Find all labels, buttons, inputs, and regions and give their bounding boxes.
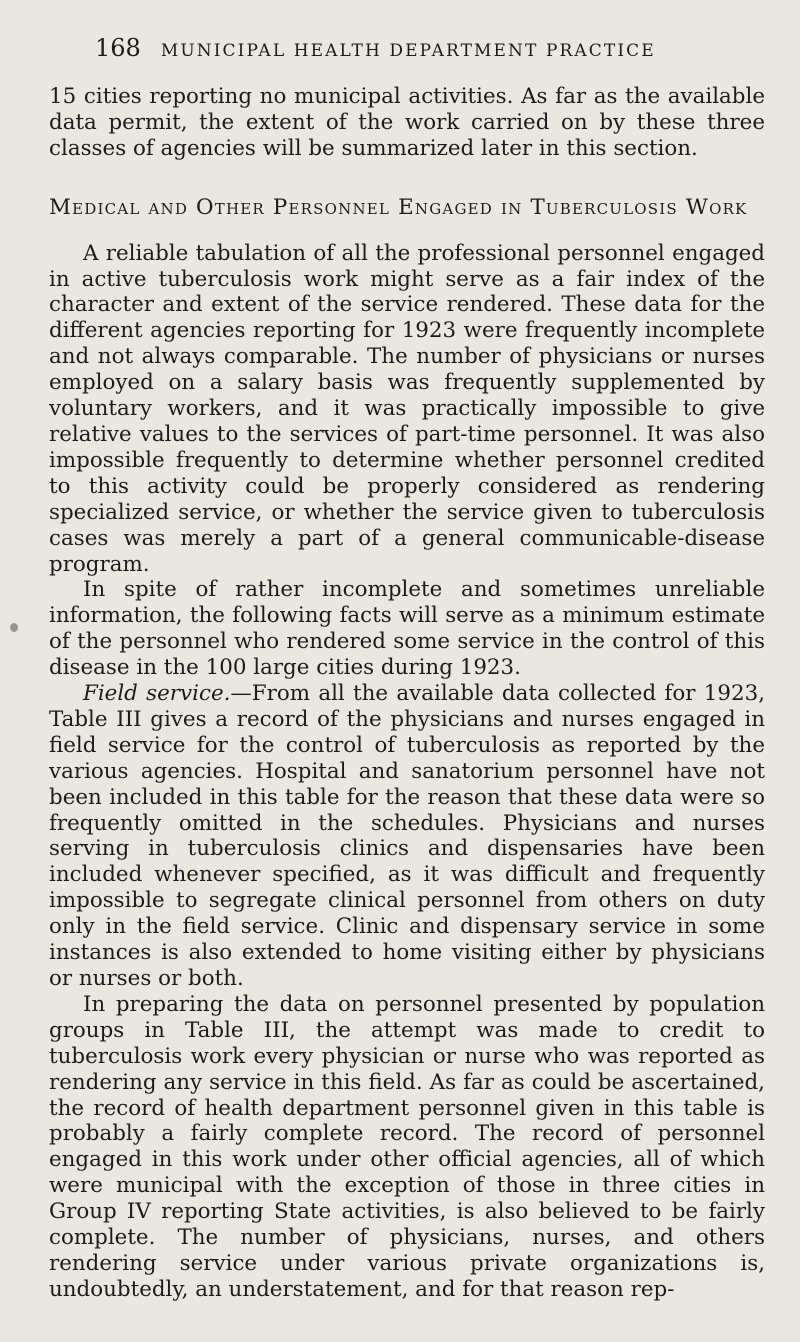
running-header [95, 34, 795, 66]
section-heading: Medical and Other Personnel Engaged in Tuberculosis Work [49, 194, 748, 220]
paragraph: In spite of rather incomplete and sometimes unreliable information, the following facts will serve as a minimum estimate of the personnel who rendered some service in the control of this disease in the 100 large cities during 1923. [49, 577, 765, 681]
paragraph: A reliable tabulation of all the professional personnel engaged in active tuberculosis work might serve as a fair index of the character and extent of the service rendered. These data for the different agencies reporting for 1923 were frequently incomplete and not always comparable. The number of physicians or nurses employed on a salary basis was frequently supplemented by voluntary workers, and it was practically impossible to give relative values to the services of part-time personnel. It was also impossible frequently to determine whether personnel credited to this activity could be properly considered as rendering specialized service, or whether the service given to tuberculosis cases was merely a part of a general communicable-disease program. [49, 240, 765, 577]
field-service-lead: Field service. [83, 681, 231, 707]
intro-paragraph: 15 cities reporting no municipal activities. As far as the available data permit, the extent of the work carried on by these three classes of agencies will be summarized later in this section. [49, 84, 765, 161]
ink-spot [10, 623, 18, 632]
running-title: MUNICIPAL HEALTH DEPARTMENT PRACTICE [160, 41, 656, 61]
paragraph: In preparing the data on personnel presented by population groups in Table III, the attempt was made to credit to tuberculosis work every physician or nurse who was reported as rendering any service in this field. As far as could be ascertained, the record of health department personnel given in this table is probably a fairly complete record. The record of personnel engaged in this work under other official agencies, all of which were municipal with the exception of those in three cities in Group IV reporting State activities, is also believed to be fairly complete. The number of physicians, nurses, and others rendering service under various private organizations is, undoubtedly, an understatement, and for that reason rep- [49, 991, 765, 1302]
paragraph-field-service [49, 681, 765, 992]
page-number: 168 [95, 34, 141, 62]
field-service-text: —From all the available data collected for 1923, Table III gives a record of the physicians and nurses engaged in field service for the control of tuberculosis as reported by the various agencies. Hospital and sanatorium personnel have not been included in this table for the reason that these data were so frequently omitted in the schedules. Physicians and nurses serving in tuberculosis clinics and dispensaries have been included whenever specified, as it was difficult and frequently impossible to segregate clinical personnel from others on duty only in the field service. Clinic and dispensary service in some instances is also extended to home visiting either by physicians or nurses or both. [49, 681, 765, 991]
body-text [49, 84, 765, 1303]
